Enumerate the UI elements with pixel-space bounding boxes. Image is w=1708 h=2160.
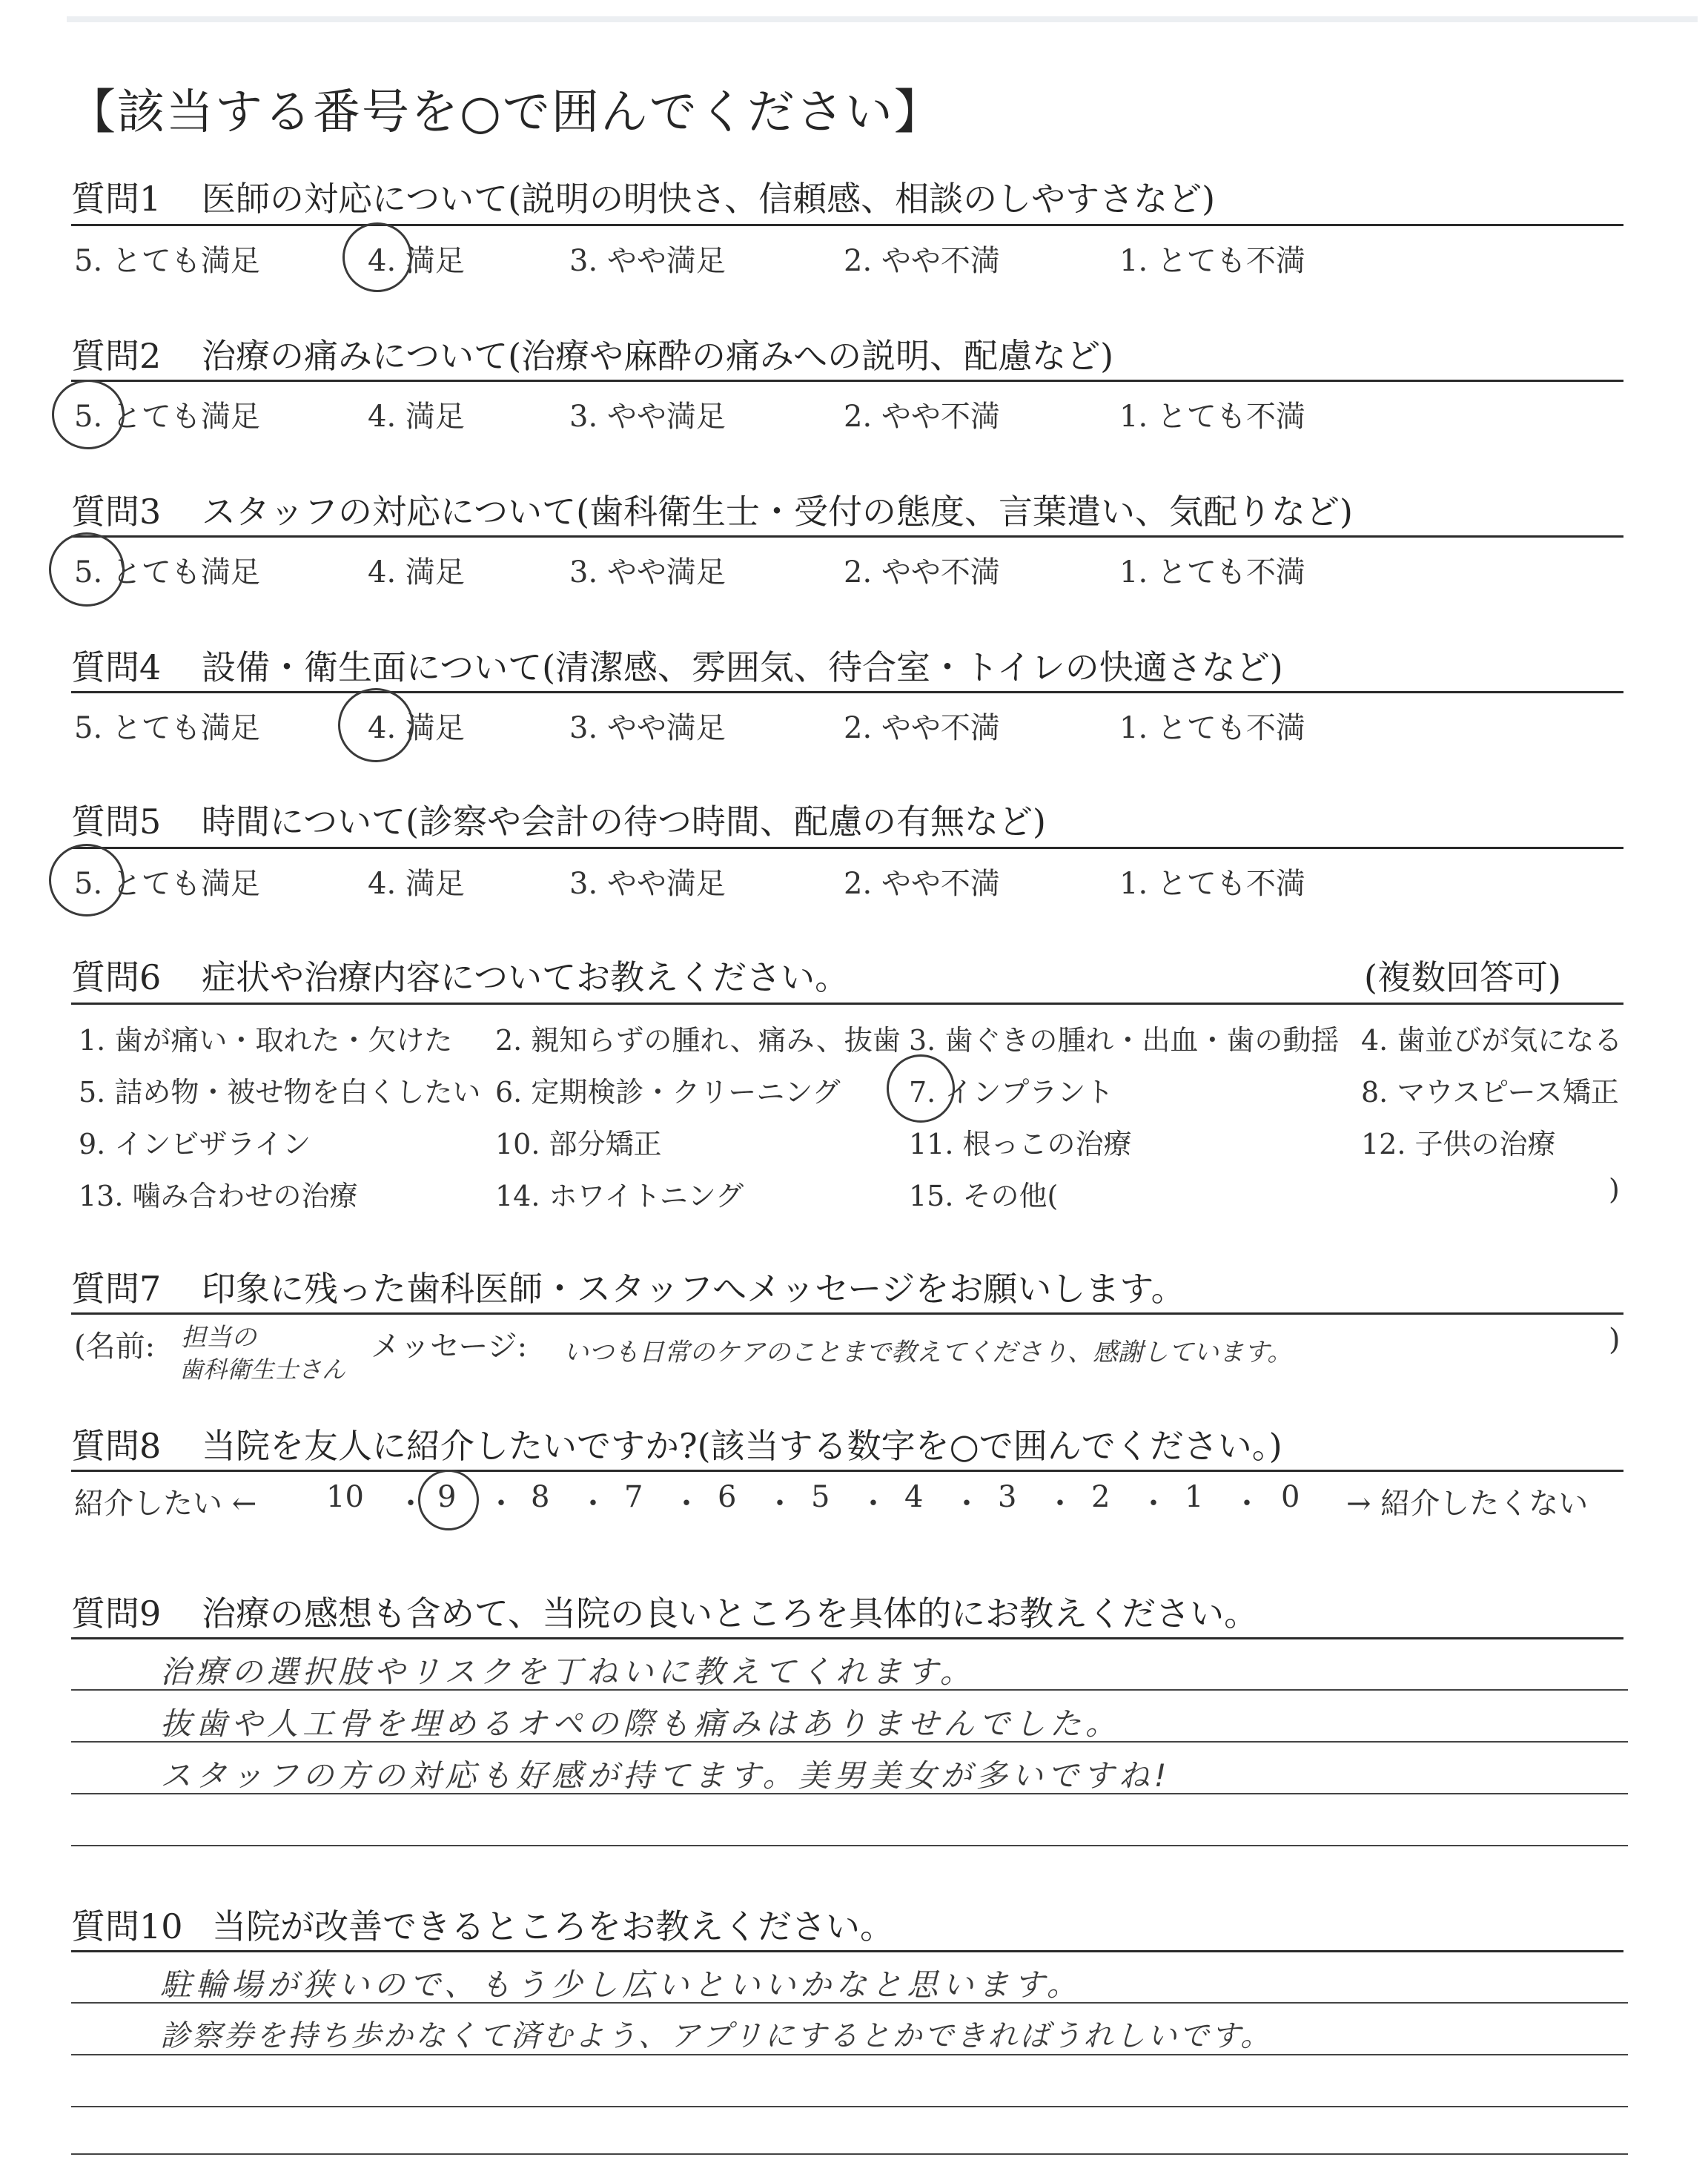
q5-rule [71, 847, 1623, 849]
q6-item-10[interactable]: 10. 部分矯正 [495, 1128, 662, 1160]
q8-separator: ・ [1139, 1487, 1168, 1521]
q7-name-line-2[interactable]: 歯科衛生士さん [179, 1355, 346, 1384]
q5-option-2[interactable]: 2. やや不満 [844, 867, 1000, 901]
q10-answer-line-1[interactable]: 駐輪場が狭いので、もう少し広いといいかなと思います。 [160, 1966, 1082, 2003]
q3-rule [71, 535, 1623, 538]
q1-option-4[interactable]: 4. 満足 [368, 244, 465, 278]
q4-text: 設備・衛生面について(清潔感、雰囲気、待合室・トイレの快適さなど) [202, 647, 1283, 687]
q6-item-13[interactable]: 13. 噛み合わせの治療 [79, 1180, 358, 1212]
q4-label: 質問4 [71, 647, 162, 687]
q6-item-11[interactable]: 11. 根っこの治療 [909, 1128, 1132, 1160]
q8-rule [71, 1470, 1623, 1472]
q7-label: 質問7 [71, 1269, 162, 1309]
q9-writing-line [71, 1845, 1628, 1846]
q2-rule [71, 380, 1623, 382]
q6-text: 症状や治療内容についてお教えください。 [202, 957, 850, 997]
q7-name-line-1[interactable]: 担当の [181, 1323, 256, 1353]
q6-item-1[interactable]: 1. 歯が痛い・取れた・欠けた [79, 1024, 453, 1057]
q3-option-5[interactable]: 5. とても満足 [74, 555, 260, 589]
q8-separator: ・ [486, 1487, 516, 1521]
q8-left-label: 紹介したい ← [74, 1487, 257, 1521]
q8-score-6[interactable]: 6 [718, 1480, 737, 1514]
q9-rule [71, 1637, 1623, 1639]
q1-label: 質問1 [71, 179, 162, 219]
q8-score-2[interactable]: 2 [1091, 1480, 1110, 1514]
q2-option-5[interactable]: 5. とても満足 [74, 400, 260, 434]
q8-score-8[interactable]: 8 [531, 1480, 550, 1514]
q6-item-5[interactable]: 5. 詰め物・被せ物を白くしたい [79, 1076, 481, 1109]
q1-option-3[interactable]: 3. やや満足 [569, 244, 726, 278]
q7-rule [71, 1312, 1623, 1315]
q6-item-15[interactable]: 15. その他( [909, 1180, 1059, 1212]
q4-option-1[interactable]: 1. とても不満 [1119, 711, 1305, 745]
q2-option-2[interactable]: 2. やや不満 [844, 400, 1000, 434]
q8-score-7[interactable]: 7 [624, 1480, 643, 1514]
q5-label: 質問5 [71, 802, 162, 842]
q2-label: 質問2 [71, 336, 162, 376]
q8-separator: ・ [952, 1487, 982, 1521]
q5-option-1[interactable]: 1. とても不満 [1119, 867, 1305, 901]
q3-option-2[interactable]: 2. やや不満 [844, 555, 1000, 589]
q8-separator: ・ [765, 1487, 795, 1521]
q6-item-12[interactable]: 12. 子供の治療 [1361, 1128, 1556, 1160]
q8-text: 当院を友人に紹介したいですか?(該当する数字を○で囲んでください。) [202, 1426, 1282, 1466]
q3-option-3[interactable]: 3. やや満足 [569, 555, 726, 589]
q7-close: ) [1609, 1323, 1621, 1357]
q4-option-5[interactable]: 5. とても満足 [74, 711, 260, 745]
q3-selection-circle [49, 532, 125, 607]
q2-option-1[interactable]: 1. とても不満 [1119, 400, 1305, 434]
q8-separator: ・ [672, 1487, 701, 1521]
q9-label: 質問9 [71, 1593, 162, 1634]
q8-label: 質問8 [71, 1426, 162, 1466]
q6-item-7[interactable]: 7. インプラント [909, 1076, 1114, 1109]
q8-separator: ・ [858, 1487, 888, 1521]
q3-option-1[interactable]: 1. とても不満 [1119, 555, 1305, 589]
q5-text: 時間について(診察や会計の待つ時間、配慮の有無など) [202, 802, 1046, 842]
q8-separator: ・ [578, 1487, 608, 1521]
q4-option-3[interactable]: 3. やや満足 [569, 711, 726, 745]
q8-score-0[interactable]: 0 [1281, 1480, 1300, 1514]
q8-score-4[interactable]: 4 [904, 1480, 924, 1514]
q6-note: (複数回答可) [1364, 957, 1561, 997]
q10-rule [71, 1950, 1623, 1952]
q10-writing-line [71, 2106, 1628, 2107]
q9-answer-line-1[interactable]: 治療の選択肢やリスクを丁ねいに教えてくれます。 [160, 1654, 976, 1690]
q4-option-2[interactable]: 2. やや不満 [844, 711, 1000, 745]
q5-option-5[interactable]: 5. とても満足 [74, 867, 260, 901]
q8-separator: ・ [1232, 1487, 1262, 1521]
q6-item-3[interactable]: 3. 歯ぐきの腫れ・出血・歯の動揺 [909, 1024, 1340, 1057]
q8-score-1[interactable]: 1 [1185, 1480, 1204, 1514]
q8-score-10[interactable]: 10 [326, 1480, 364, 1514]
q8-separator: ・ [1045, 1487, 1075, 1521]
q2-text: 治療の痛みについて(治療や麻酔の痛みへの説明、配慮など) [202, 336, 1114, 376]
q3-label: 質問3 [71, 492, 162, 532]
q5-selection-circle [49, 844, 125, 916]
q6-item-14[interactable]: 14. ホワイトニング [495, 1180, 744, 1212]
q5-option-3[interactable]: 3. やや満足 [569, 867, 726, 901]
q6-label: 質問6 [71, 957, 162, 997]
q9-text: 治療の感想も含めて、当院の良いところを具体的にお教えください。 [202, 1593, 1259, 1634]
q8-score-5[interactable]: 5 [811, 1480, 830, 1514]
q2-option-4[interactable]: 4. 満足 [368, 400, 465, 434]
q6-rule [71, 1003, 1623, 1005]
scan-top-band [67, 16, 1698, 22]
q4-option-4[interactable]: 4. 満足 [368, 711, 465, 745]
q1-option-1[interactable]: 1. とても不満 [1119, 244, 1305, 278]
q10-label: 質問10 [71, 1906, 183, 1946]
q8-right-label: → 紹介したくない [1346, 1487, 1589, 1521]
q6-item-8[interactable]: 8. マウスピース矯正 [1361, 1076, 1619, 1109]
q9-answer-line-3[interactable]: スタッフの方の対応も好感が持てます。美男美女が多いですね! [160, 1757, 1171, 1794]
q7-name-label: (名前: [74, 1330, 156, 1364]
q8-score-3[interactable]: 3 [998, 1480, 1017, 1514]
q7-text: 印象に残った歯科医師・スタッフへメッセージをお願いします。 [202, 1269, 1185, 1309]
q8-separator: ・ [396, 1487, 426, 1521]
q6-item-15-close: ) [1609, 1173, 1620, 1206]
q3-text: スタッフの対応について(歯科衛生士・受付の態度、言葉遣い、気配りなど) [202, 492, 1353, 532]
q5-option-4[interactable]: 4. 満足 [368, 867, 465, 901]
q7-message-value[interactable]: いつも日常のケアのことまで教えてくださり、感謝しています。 [563, 1338, 1293, 1367]
q2-option-3[interactable]: 3. やや満足 [569, 400, 726, 434]
q1-rule [71, 224, 1623, 226]
q10-text: 当院が改善できるところをお教えください。 [212, 1906, 894, 1946]
q1-text: 医師の対応について(説明の明快さ、信頼感、相談のしやすさなど) [202, 179, 1216, 219]
q8-score-9[interactable]: 9 [437, 1480, 457, 1514]
q6-item-4[interactable]: 4. 歯並びが気になる [1361, 1024, 1623, 1057]
q4-selection-circle [338, 688, 414, 762]
q2-selection-circle [52, 380, 125, 449]
q6-selection-circle [887, 1054, 955, 1123]
form-title: 【該当する番号を○で囲んでください】 [68, 85, 943, 140]
q10-writing-line [71, 2153, 1628, 2155]
q1-selection-circle [342, 222, 412, 292]
q7-message-label: メッセージ: [371, 1330, 528, 1364]
q1-option-2[interactable]: 2. やや不満 [844, 244, 1000, 278]
q9-answer-line-2[interactable]: 抜歯や人工骨を埋めるオペの際も痛みはありませんでした。 [160, 1705, 1122, 1742]
q8-selection-circle [418, 1470, 479, 1530]
q6-item-6[interactable]: 6. 定期検診・クリーニング [495, 1076, 841, 1109]
q3-option-4[interactable]: 4. 満足 [368, 555, 465, 589]
q6-item-2[interactable]: 2. 親知らずの腫れ、痛み、抜歯 [495, 1024, 901, 1057]
q10-answer-line-2[interactable]: 診察券を持ち歩かなくて済むよう、アプリにするとかできればうれしいです。 [160, 2019, 1273, 2053]
q6-item-9[interactable]: 9. インビザライン [79, 1128, 311, 1160]
q4-rule [71, 691, 1623, 693]
q1-option-5[interactable]: 5. とても満足 [74, 244, 260, 278]
